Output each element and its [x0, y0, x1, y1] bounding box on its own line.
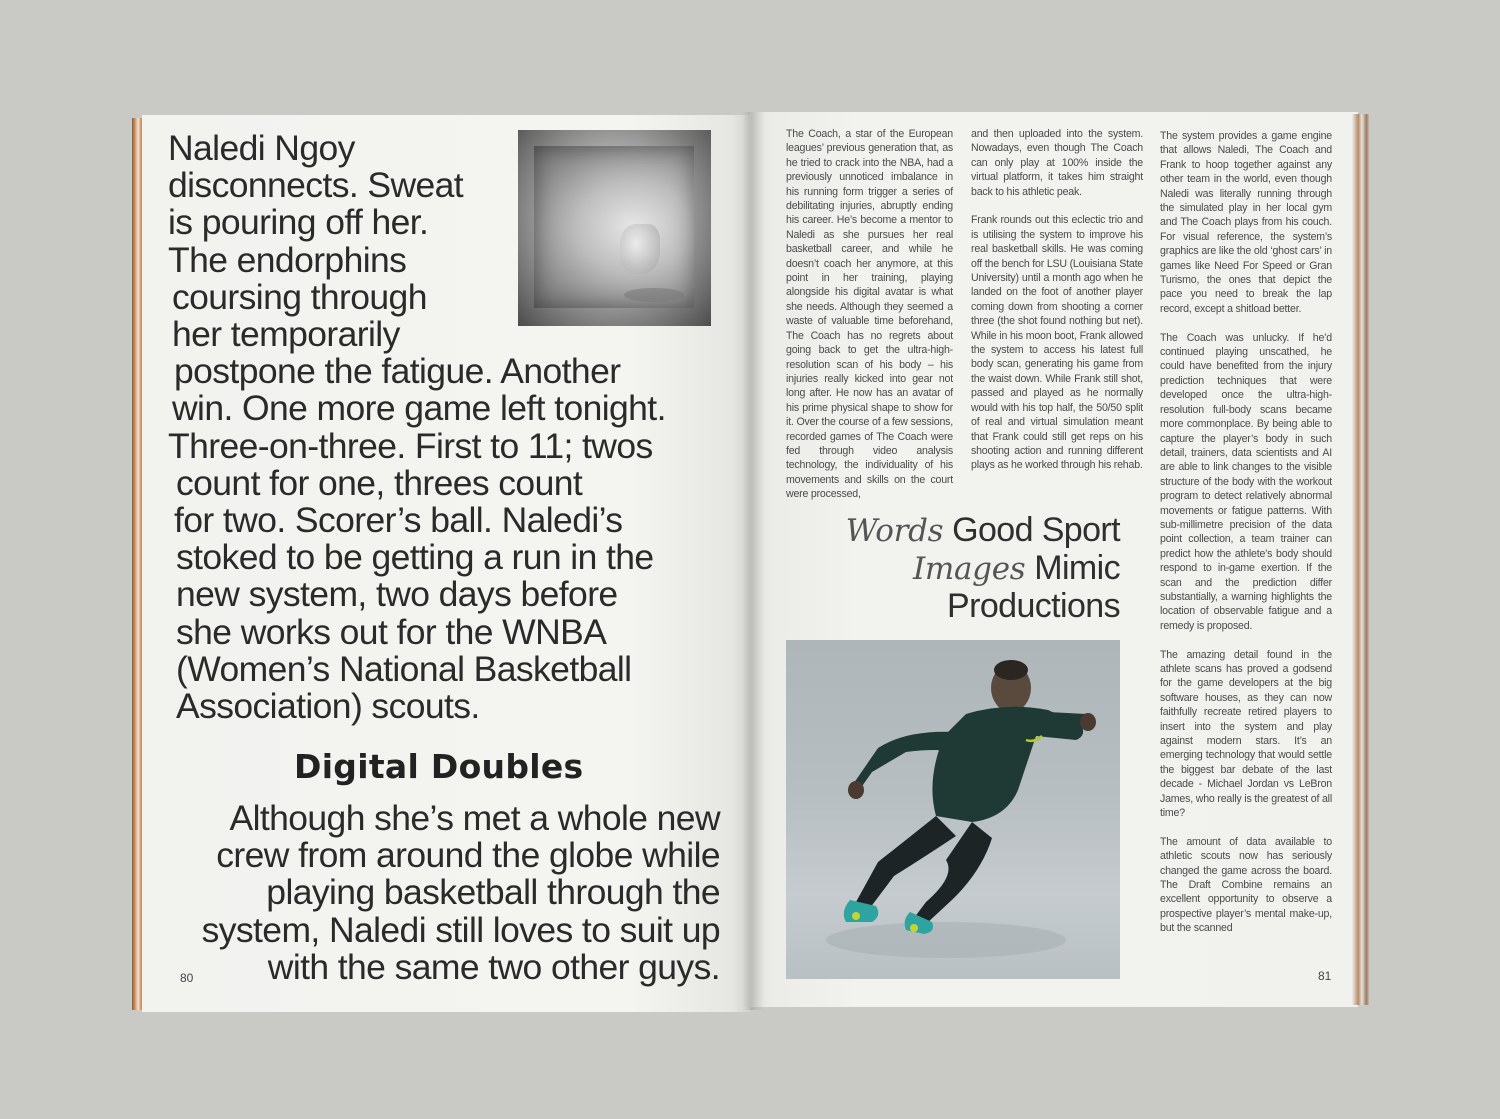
credit-name-images: Mimic	[1034, 549, 1120, 587]
gutter-shadow	[742, 112, 764, 1010]
lead-line: (Women’s National Basketball	[176, 648, 632, 689]
credit-name-words: Good Sport	[952, 511, 1120, 549]
lead-line: Naledi Ngoy	[168, 128, 355, 168]
column-paragraph: The amount of data available to athletic scouts now has seriously changed the game across the board. The Draft Combine remains an excellent opportunity to observe a prospective player’s mental make-up, but the scanned	[1160, 835, 1332, 935]
athlete-render-image	[786, 640, 1120, 979]
lead-line: count for one, threes count	[176, 462, 583, 503]
lead-line: coursing through	[172, 276, 427, 317]
lead-line: Three-on-three. First to 11; twos	[168, 425, 653, 466]
lead-line: Association) scouts.	[176, 686, 480, 727]
lead-line: The endorphins	[168, 239, 407, 280]
text-column-3	[1160, 129, 1332, 950]
column-paragraph: The Coach was unlucky. If he’d continued playing unscathed, he could have benefited from the injury prediction techniques that were developed once the ultra-high-resolution full-body scans became more commonplace. By being able to capture the player’s body in such detail, trainers, data scientists and AI are able to link changes to the visible structure of the body with the workout program to detect relatively abnormal movements or fatigue patterns. With sub-millimetre precision of the data point collection, a team trainer can predict how the athlete’s body should respond to in-game exertion. If the scan and the prediction differ substantially, a warning highlights the location of observable fatigue and a remedy is proposed.	[1160, 331, 1332, 632]
closing-paragraph	[160, 800, 720, 986]
lead-line: new system, two days before	[176, 574, 618, 615]
lead-line: is pouring off her.	[168, 202, 429, 243]
column-paragraph: and then uploaded into the system. Nowadays, even though The Coach can only play at 100% inside the virtual platform, it takes him straight back to his athletic peak.	[971, 128, 1143, 198]
credit-words	[800, 512, 1120, 550]
column-paragraph: Frank rounds out this eclectic trio and is utilising the system to improve his real basketball skills. He was coming off the bench for LSU (Louisiana State University) until a month ago when he landed on the foot of another player coming down from shooting a corner three (the shot found nothing but net). While in his moon boot, Frank allowed the system to access his latest full body scan, generating his game from the waist down. While Frank still shot, passed and played as he normally would with his top half, the 50/50 split of real and virtual simulation meant that Frank could still get reps on his shooting action and running different plays as he worked through his rehab.	[971, 214, 1143, 472]
closing-line: crew from around the globe while	[216, 835, 720, 876]
closing-line: system, Naledi still loves to suit up	[201, 909, 720, 950]
column-paragraph: The amazing detail found in the athlete scans has proved a godsend for the game developers at the big software houses, as they can now faithfully recreate retired players to insert into the system and play against modern stars. It’s an emerging technology that would settle the biggest bar debate of the last decade - Michael Jordan vs LeBron James, who really is the greatest of all time?	[1160, 648, 1332, 820]
column-paragraph: The system provides a game engine that allows Naledi, The Coach and Frank to hoop together against any other team in the world, even though Naledi was literally running through the simulated play in her local gym and The Coach plays from his couch. For visual reference, the system’s graphics are like the old ‘ghost cars’ in games like Need For Speed or Gran Turismo, the ones that depict the pace you need to break the lap record, except a shitload better.	[1160, 130, 1332, 315]
lead-line: she works out for the WNBA	[176, 611, 607, 652]
text-column-2	[971, 127, 1143, 487]
face-nose-shape	[620, 224, 660, 274]
face-mouth-shape	[624, 288, 684, 302]
article-credits	[800, 512, 1120, 625]
credit-images-line2: Productions	[947, 587, 1120, 625]
section-heading: Digital Doubles	[294, 747, 584, 786]
text-column-1	[786, 127, 953, 516]
closing-line: Although she’s met a whole new	[229, 798, 720, 838]
lead-line: disconnects. Sweat	[168, 165, 464, 206]
face-scan-inner	[534, 146, 694, 308]
lead-line: her temporarily	[172, 314, 400, 355]
page-number-right: 81	[1318, 969, 1332, 983]
athlete-figure	[786, 640, 1120, 979]
credit-role-words: Words	[845, 513, 944, 549]
closing-line: with the same two other guys.	[267, 946, 720, 987]
page-stack-edge-right	[1352, 114, 1370, 1005]
face-scan-image	[518, 130, 711, 326]
page-number-left: 80	[180, 971, 194, 985]
credit-images	[800, 550, 1120, 588]
lead-line: win. One more game left tonight.	[172, 388, 666, 429]
closing-line: playing basketball through the	[266, 872, 720, 913]
lead-line: stoked to be getting a run in the	[176, 537, 654, 578]
column-paragraph: The Coach, a star of the European leagues’ previous generation that, as he tried to crack into the NBA, had a previously unnoticed imbalance in his running form trigger a series of debilitating injuries, abruptly ending his career. He’s become a mentor to Naledi as she pursues her real basketball career, and while he doesn’t coach her anymore, at this point in her training, playing alongside his digital avatar is what she needs. Although they seemed a waste of valuable time beforehand, The Coach has no regrets about going back to get the ultra-high-resolution scan of his body – his injuries really kicked into gear not long after. He now has an avatar of his prime physical shape to show for it. Over the course of a few sessions, recorded games of The Coach were fed through video analysis technology, the individuality of his movements and skills on the court were processed,	[786, 128, 953, 501]
lead-line: for two. Scorer’s ball. Naledi’s	[174, 500, 623, 541]
credit-role-images: Images	[912, 551, 1026, 587]
lead-line: postpone the fatigue. Another	[174, 351, 621, 392]
